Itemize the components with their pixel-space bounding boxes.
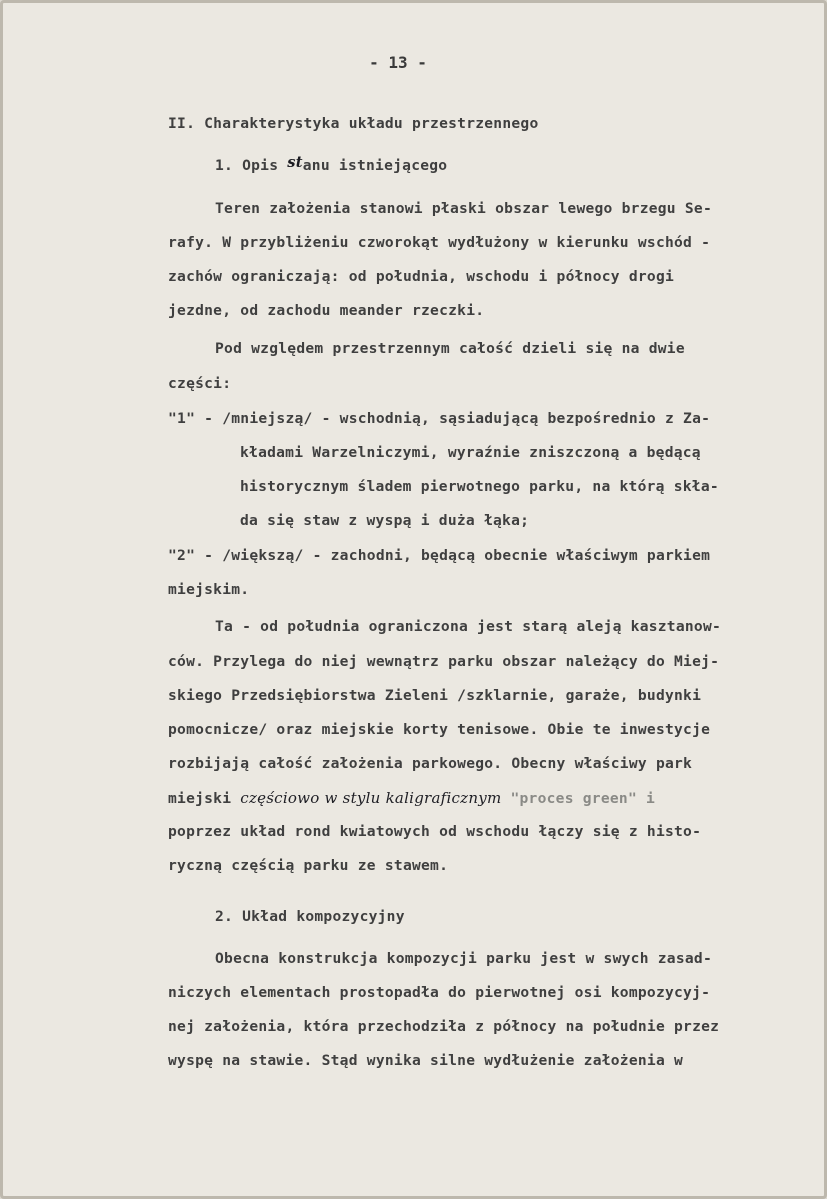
text-line-with-handwriting xyxy=(168,791,655,807)
text-line: pomocnicze/ oraz miejskie korty tenisowe. Obie te inwestycje xyxy=(168,721,711,738)
subsection-heading-1-start: 1. Opis xyxy=(215,157,288,174)
page-number: - 13 - xyxy=(369,53,427,72)
text-line: rozbijają całość założenia parkowego. Obecny właściwy park xyxy=(168,755,693,772)
text-segment: "proces green" i xyxy=(501,790,656,807)
list-item-2-line: miejskim. xyxy=(168,581,250,598)
handwritten-correction: st xyxy=(287,154,303,171)
list-item-2-line: "2" - /większą/ - zachodni, będącą obecnie właściwym parkiem xyxy=(168,547,711,564)
section-heading: II. Charakterystyka układu przestrzennego xyxy=(168,115,539,132)
text-line: części: xyxy=(168,375,232,392)
handwritten-insertion: częściowo w stylu kaligraficznym xyxy=(240,789,502,807)
text-line: zachów ograniczają: od południa, wschodu i północy drogi xyxy=(168,268,675,285)
subsection-heading-2: 2. Układ kompozycyjny xyxy=(215,908,405,925)
list-item-1-line: "1" - /mniejszą/ - wschodnią, sąsiadującą bezpośrednio z Za- xyxy=(168,410,711,427)
list-item-1-line: da się staw z wyspą i duża łąka; xyxy=(240,512,530,529)
text-line: Teren założenia stanowi płaski obszar lewego brzegu Se- xyxy=(215,200,712,217)
text-line: rafy. W przybliżeniu czworokąt wydłużony w kierunku wschód - xyxy=(168,234,711,251)
text-line: Ta - od południa ograniczona jest starą aleją kasztanow- xyxy=(215,618,722,635)
list-item-1-line: historycznym śladem pierwotnego parku, na którą skła- xyxy=(240,478,719,495)
text-line: Obecna konstrukcja kompozycji parku jest w swych zasad- xyxy=(215,950,712,967)
text-line: ców. Przylega do niej wewnątrz parku obszar należący do Miej- xyxy=(168,653,720,670)
text-line: ryczną częścią parku ze stawem. xyxy=(168,857,449,874)
text-line: Pod względem przestrzennym całość dzieli się na dwie xyxy=(215,340,685,357)
text-line: jezdne, od zachodu meander rzeczki. xyxy=(168,302,485,319)
text-line: skiego Przedsiębiorstwa Zieleni /szklarnie, garaże, budynki xyxy=(168,687,702,704)
text-line: nej założenia, która przechodziła z północy na południe przez xyxy=(168,1018,720,1035)
subsection-heading-1-end: anu istniejącego xyxy=(302,157,448,174)
list-item-1-line: kładami Warzelniczymi, wyraźnie zniszczoną a będącą xyxy=(240,444,701,461)
subsection-heading-1 xyxy=(215,154,448,174)
text-line: wyspę na stawie. Stąd wynika silne wydłużenie założenia w xyxy=(168,1052,684,1069)
text-line: niczych elementach prostopadła do pierwotnej osi kompozycyj- xyxy=(168,984,711,1001)
text-segment: miejski xyxy=(168,790,241,807)
text-line: poprzez układ rond kwiatowych od wschodu łączy się z histo- xyxy=(168,823,702,840)
